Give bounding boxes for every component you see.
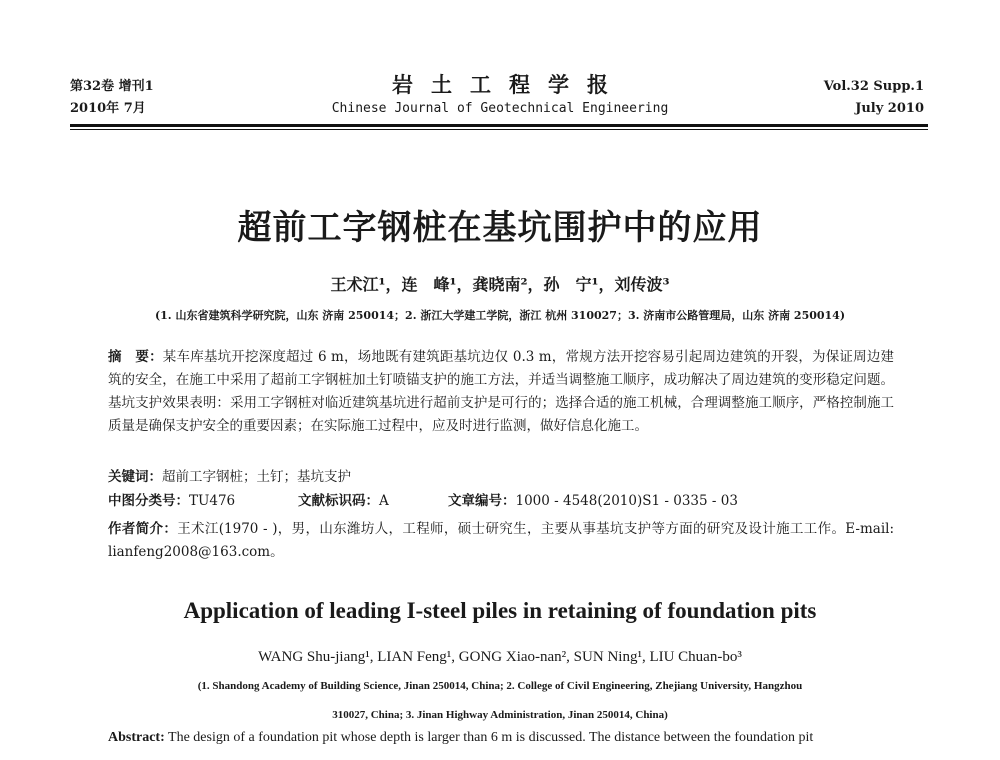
abstract-en-text: The design of a foundation pit whose depth is larger than 6 m is discussed. The distance between the foundation pit — [168, 730, 814, 745]
affiliation-en-line2: 310027, China; 3. Jinan Highway Administration, Jinan 250014, China) — [332, 709, 668, 721]
abstract-en — [108, 730, 908, 746]
journal-name-block — [300, 72, 700, 120]
authors-cn: 王术江¹，连 峰¹，龚晓南²，孙 宁¹，刘传波³ — [330, 275, 670, 294]
journal-volume-block — [70, 76, 154, 120]
article-title-cn: 超前工字钢桩在基坑围护中的应用 — [237, 208, 763, 248]
doc-code-label: 文献标识码： — [298, 493, 379, 509]
article-number-value: 1000 - 4548(2010)S1 - 0335 - 03 — [515, 493, 738, 509]
abstract-en-label: Abstract: — [108, 730, 165, 745]
header-rule-thick — [70, 124, 928, 127]
classification-row — [108, 490, 894, 512]
affiliation-cn: (1. 山东省建筑科学研究院，山东 济南 250014；2. 浙江大学建工学院，浙江 杭州 310027；3. 济南市公路管理局，山东 济南 250014) — [154, 309, 846, 322]
publication-date-en: July 2010 — [855, 101, 924, 116]
publication-date-cn: 2010年 7月 — [70, 101, 146, 116]
volume-en: Vol.32 Supp.1 — [823, 79, 924, 94]
keywords-label: 关键词： — [108, 469, 162, 485]
author-bio-label: 作者简介： — [108, 521, 178, 537]
abstract-cn-label: 摘 要： — [108, 349, 163, 365]
keywords-text: 超前工字钢桩；土钉；基坑支护 — [162, 469, 351, 485]
volume-issue: 第32卷 增刊1 — [70, 79, 154, 94]
clc-label: 中图分类号： — [108, 493, 189, 509]
author-bio — [108, 518, 894, 564]
journal-name-en: Chinese Journal of Geotechnical Engineering — [331, 101, 669, 116]
author-bio-text: 王术江(1970 - )，男，山东潍坊人，工程师，硕士研究生，主要从事基坑支护等方面的研究及设计施工工作。E-mail: lianfeng2008@163.com。 — [108, 521, 895, 560]
article-title-en: Application of leading I-steel piles in retaining of foundation pits — [183, 598, 817, 623]
abstract-cn — [108, 346, 894, 438]
journal-name-cn: 岩土工程学报 — [392, 72, 626, 97]
doc-code-value: A — [379, 493, 389, 509]
clc-value: TU476 — [189, 493, 236, 509]
authors-en: WANG Shu-jiang¹, LIAN Feng¹, GONG Xiao-nan², SUN Ning¹, LIU Chuan-bo³ — [258, 649, 742, 665]
keywords-row — [108, 466, 351, 488]
abstract-cn-text: 某车库基坑开挖深度超过 6 m，场地既有建筑距基坑边仅 0.3 m，常规方法开挖容易引起周边建筑的开裂，为保证周边建筑的安全，在施工中采用了超前工字钢桩加土钉喷锚支护的施工方法，并适当调整施工顺序，成功解决了周边建筑的变形稳定问题。基坑支护效果表明：采用工字钢桩对临近建筑基坑进行超前支护是可行的；选择合适的施工机械，合理调整施工顺序，严格控制施工质量是确保支护安全的重要因素；在实际施工过程中，应及时进行监测，做好信息化施工。 — [108, 349, 895, 434]
header-rule-thin — [70, 129, 928, 130]
affiliation-en-line1: (1. Shandong Academy of Building Science, Jinan 250014, China; 2. College of Civil Engineering, Zhejiang University, Hangzhou — [197, 680, 803, 692]
journal-volume-en-block — [824, 76, 924, 120]
article-number-label: 文章编号： — [448, 493, 516, 509]
